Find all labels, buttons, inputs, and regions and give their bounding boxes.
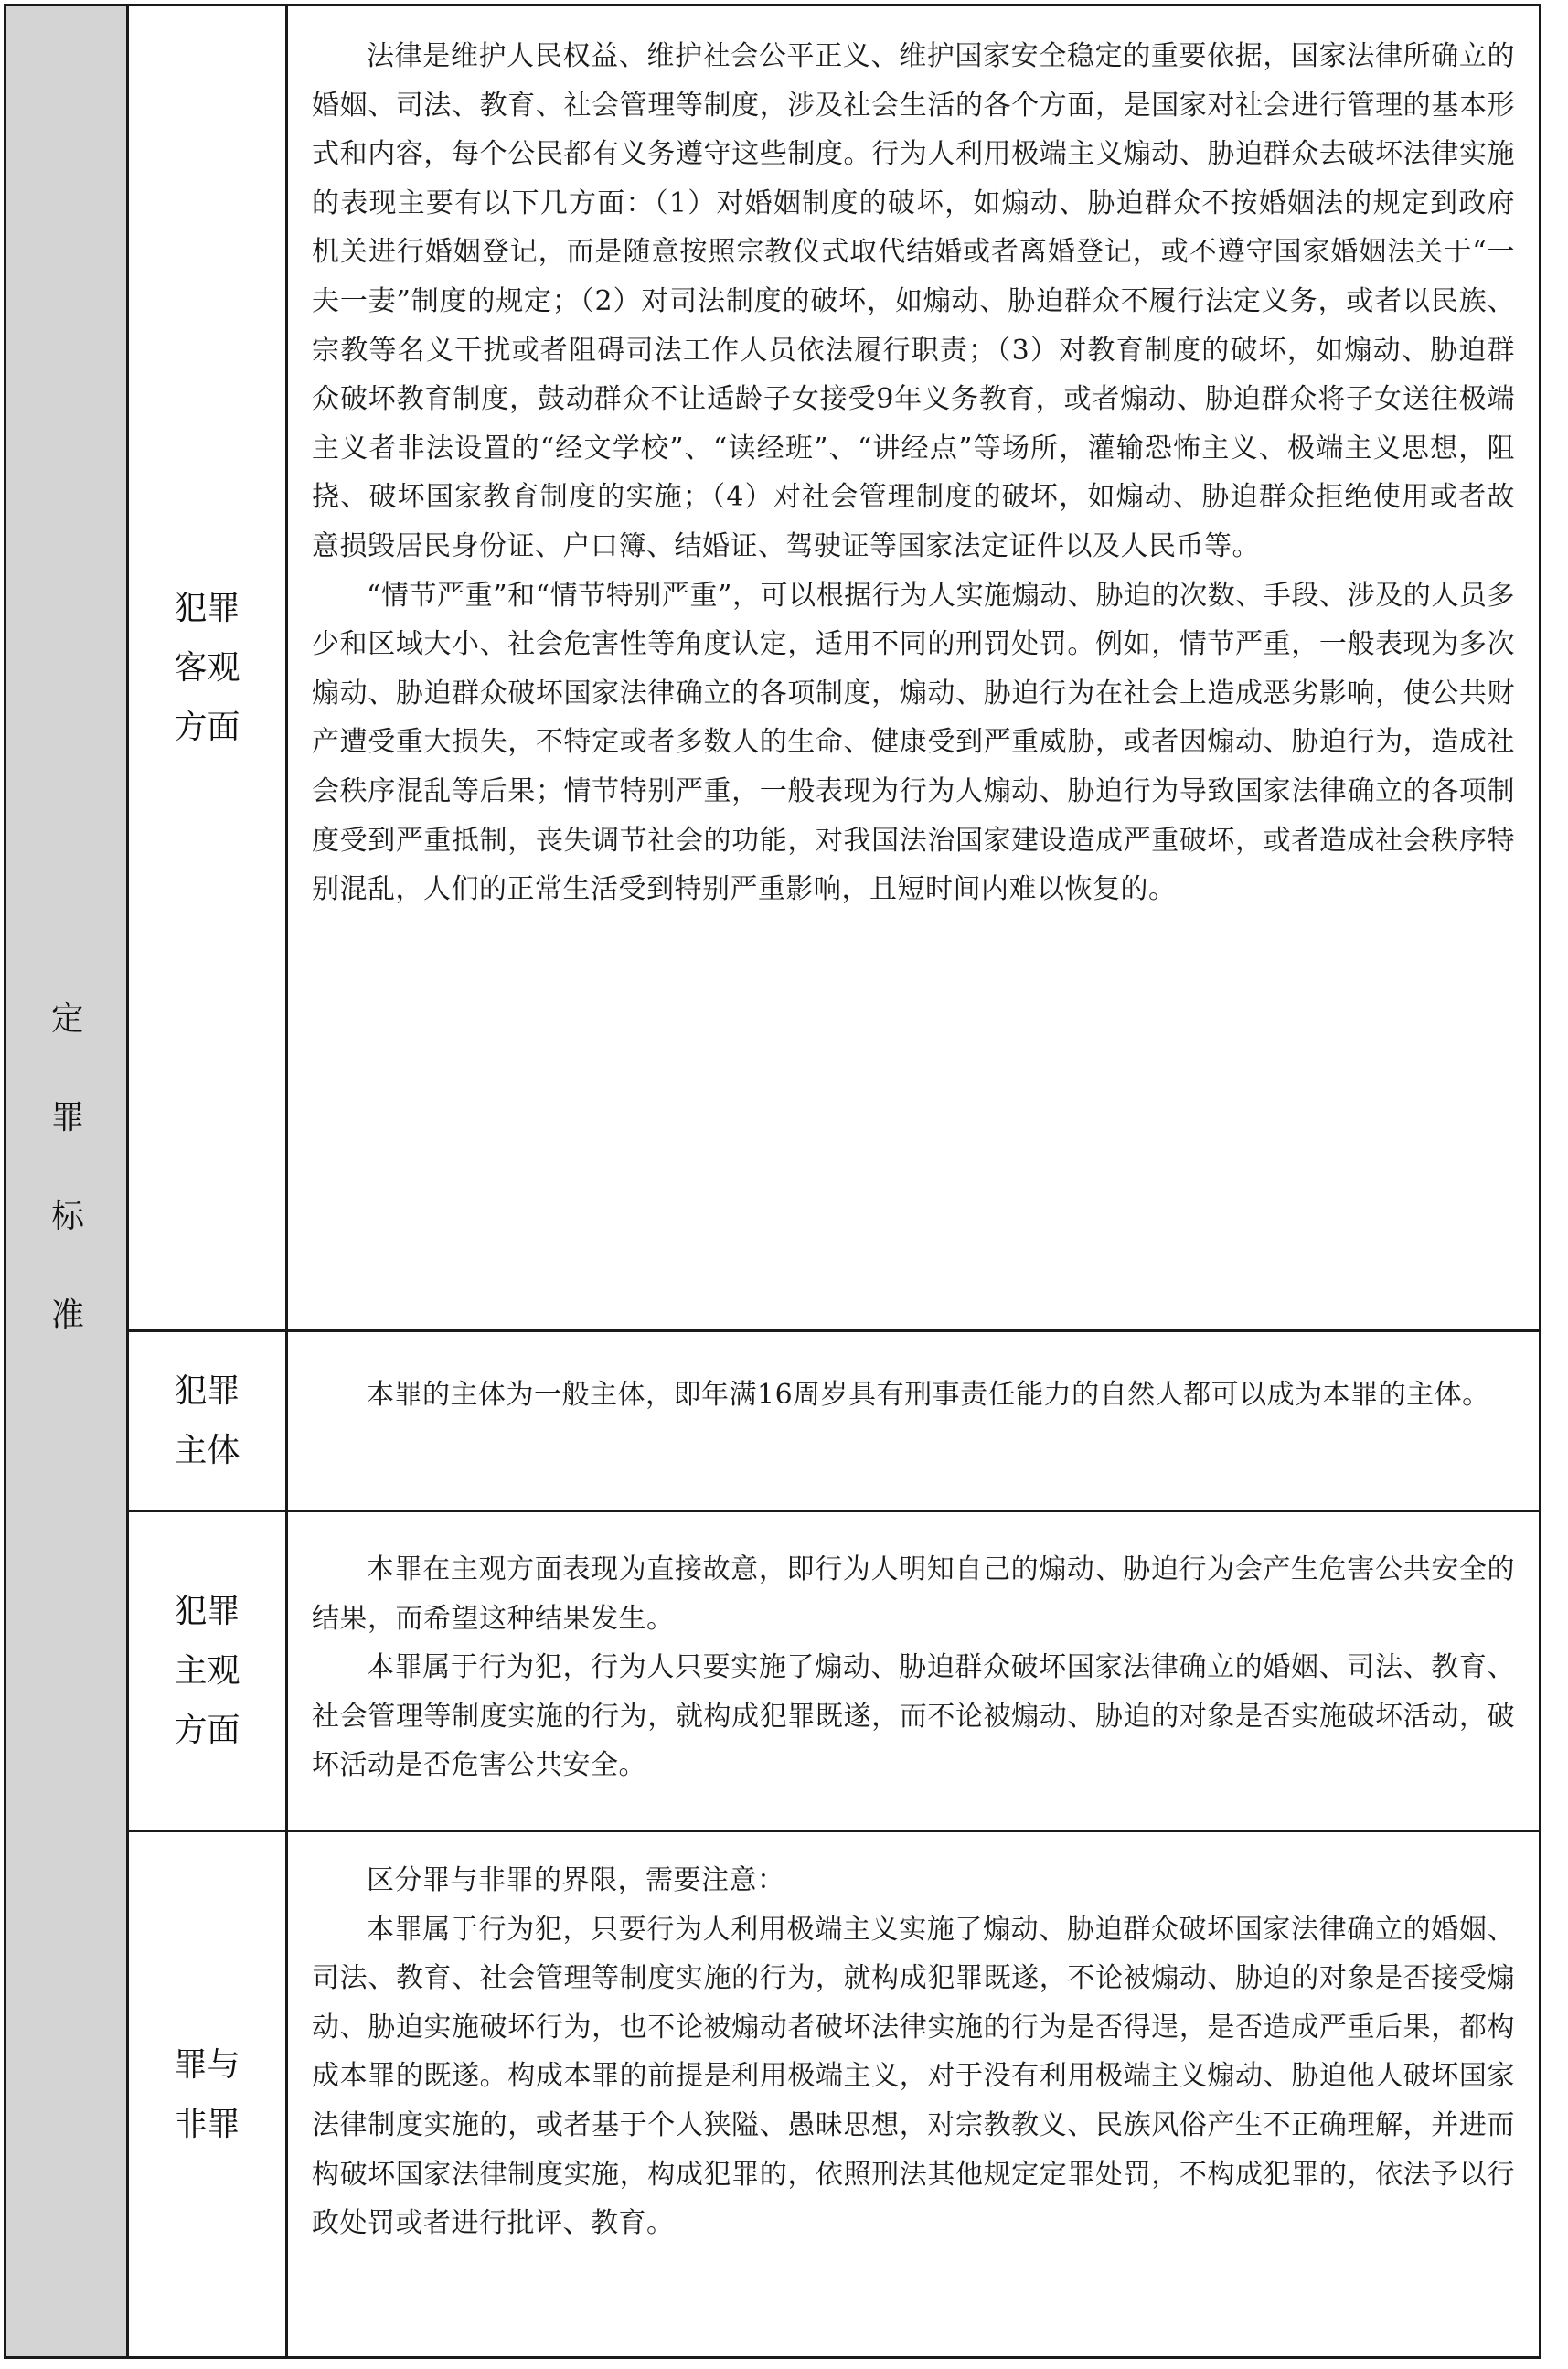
criteria-table (4, 4, 1541, 2359)
row-content (288, 1512, 1539, 1830)
row-label: 犯罪 主体 (174, 1372, 240, 1469)
paragraph: 法律是维护人民权益、维护社会公平正义、维护国家安全稳定的重要依据，国家法律所确立的婚姻、司法、教育、社会管理等制度，涉及社会生活的各个方面，是国家对社会进行管理的基本形式和内容，每个公民都有义务遵守这些制度。行为人利用极端主义煽动、胁迫群众去破坏法律实施的表现主要有以下几方面：（1）对婚姻制度的破坏，如煽动、胁迫群众不按婚姻法的规定到政府机关进行婚姻登记，而是随意按照宗教仪式取代结婚或者离婚登记，或不遵守国家婚姻法关于“一夫一妻”制度的规定；（2）对司法制度的破坏，如煽动、胁迫群众不履行法定义务，或者以民族、宗教等名义干扰或者阻碍司法工作人员依法履行职责；（3）对教育制度的破坏，如煽动、胁迫群众破坏教育制度，鼓动群众不让适龄子女接受9年义务教育，或者煽动、胁迫群众将子女送往极端主义者非法设置的“经文学校”、“读经班”、“讲经点”等场所，灌输恐怖主义、极端主义思想，阻挠、破坏国家教育制度的实施；（4）对社会管理制度的破坏，如煽动、胁迫群众拒绝使用或者故意损毁居民身份证、户口簿、结婚证、驾驶证等国家法定证件以及人民币等。 (312, 40, 1515, 562)
row-objective-aspect (129, 6, 1539, 1329)
side-label-char: 定 (50, 1000, 84, 1038)
paragraph: 本罪的主体为一般主体，即年满16周岁具有刑事责任能力的自然人都可以成为本罪的主体。 (367, 1379, 1490, 1411)
paragraph: 区分罪与非罪的界限，需要注意： (367, 1864, 785, 1896)
side-label-char: 准 (50, 1297, 84, 1334)
paragraph: 本罪在主观方面表现为直接故意，即行为人明知自己的煽动、胁迫行为会产生危害公共安全的结果，而希望这种结果发生。 (312, 1553, 1515, 1635)
row-content (288, 6, 1539, 1329)
paragraph: 本罪属于行为犯，行为人只要实施了煽动、胁迫群众破坏国家法律确立的婚姻、司法、教育、社会管理等制度实施的行为，就构成犯罪既遂，而不论被煽动、胁迫的对象是否实施破坏活动，破坏活动是否危害公共安全。 (312, 1651, 1515, 1782)
row-label: 犯罪 主观 方面 (174, 1593, 240, 1749)
paragraph: 本罪属于行为犯，只要行为人利用极端主义实施了煽动、胁迫群众破坏国家法律确立的婚姻、司法、教育、社会管理等制度实施的行为，就构成犯罪既遂，不论被煽动、胁迫的对象是否接受煽动、胁迫实施破坏行为，也不论被煽动者破坏法律实施的行为是否得逞，是否造成严重后果，都构成本罪的既遂。构成本罪的前提是利用极端主义，对于没有利用极端主义煽动、胁迫他人破坏国家法律制度实施的，或者基于个人狭隘、愚昧思想，对宗教教义、民族风俗产生不正确理解，并进而构破坏国家法律制度实施，构成犯罪的，依照刑法其他规定定罪处罚，不构成犯罪的，依法予以行政处罚或者进行批评、教育。 (312, 1913, 1515, 2240)
row-crime-vs-noncrime (129, 1830, 1539, 2356)
row-subjective-aspect (129, 1510, 1539, 1830)
side-label-char: 罪 (50, 1099, 84, 1136)
row-label-cell (129, 1832, 288, 2356)
side-label-char: 标 (50, 1198, 84, 1235)
row-content (288, 1832, 1539, 2356)
row-subject (129, 1329, 1539, 1510)
row-label-cell (129, 6, 288, 1329)
row-label-cell (129, 1512, 288, 1830)
side-label-column (6, 6, 129, 2356)
row-content (288, 1332, 1539, 1510)
row-label: 犯罪 客观 方面 (174, 590, 240, 746)
row-label: 罪与 非罪 (174, 2045, 240, 2143)
row-label-cell (129, 1332, 288, 1510)
paragraph: “情节严重”和“情节特别严重”，可以根据行为人实施煽动、胁迫的次数、手段、涉及的人员多少和区域大小、社会危害性等角度认定，适用不同的刑罚处罚。例如，情节严重，一般表现为多次煽动、胁迫群众破坏国家法律确立的各项制度，煽动、胁迫行为在社会上造成恶劣影响，使公共财产遭受重大损失，不特定或者多数人的生命、健康受到严重威胁，或者因煽动、胁迫行为，造成社会秩序混乱等后果；情节特别严重，一般表现为行为人煽动、胁迫行为导致国家法律确立的各项制度受到严重抵制，丧失调节社会的功能，对我国法治国家建设造成严重破坏，或者造成社会秩序特别混乱，人们的正常生活受到特别严重影响，且短时间内难以恢复的。 (312, 579, 1515, 906)
